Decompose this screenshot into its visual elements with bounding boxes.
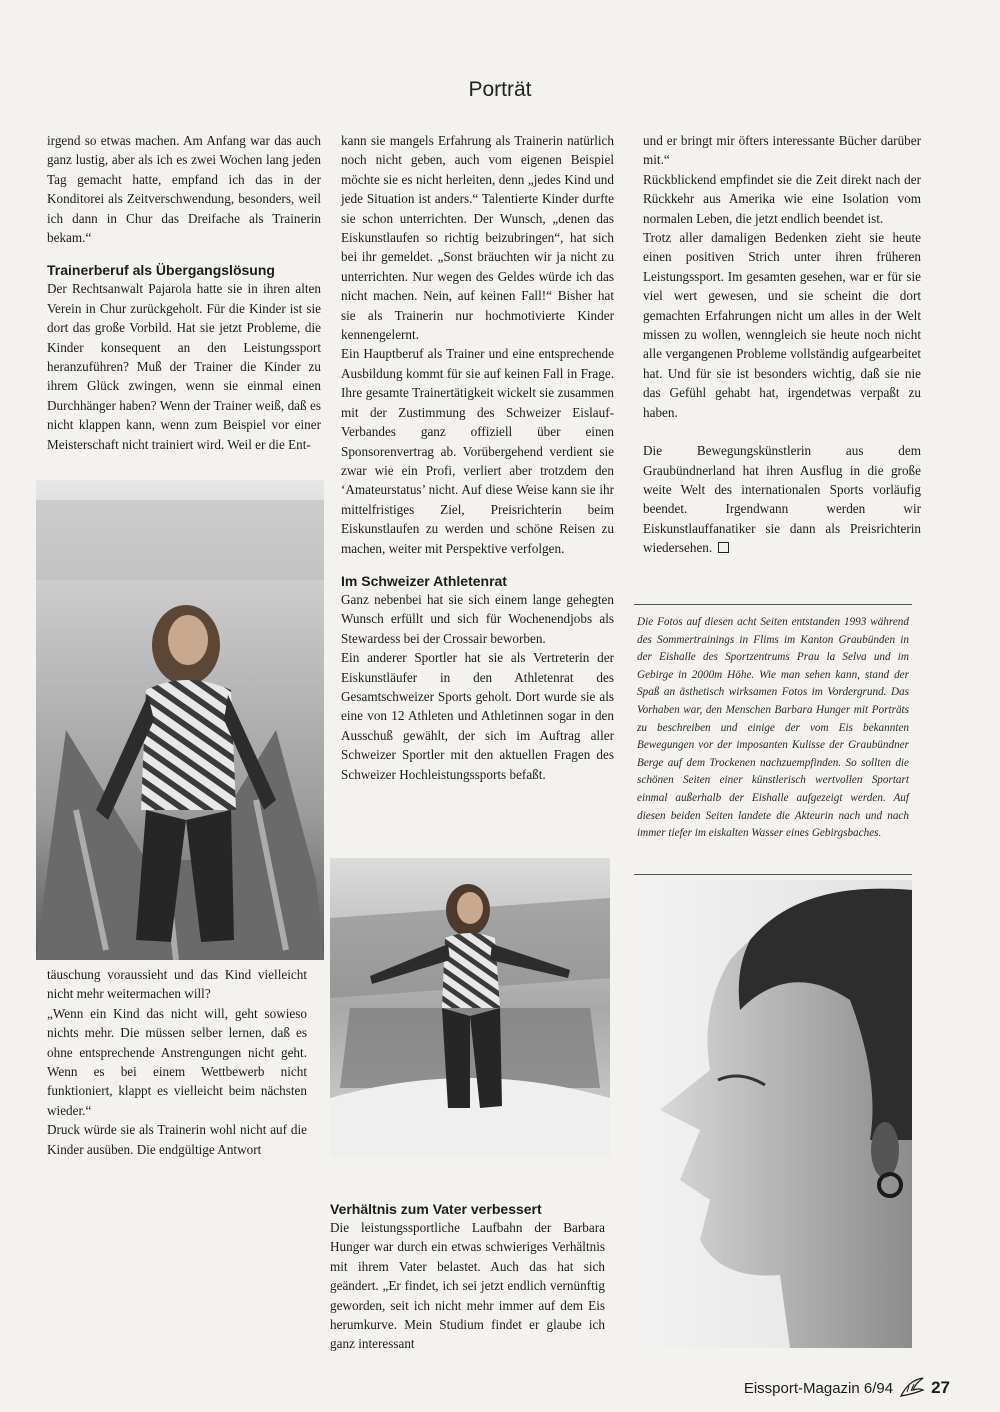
paragraph — [643, 441, 921, 557]
subheading: Verhältnis zum Vater verbessert — [330, 1201, 542, 1217]
column-1-top — [47, 131, 321, 454]
paragraph: Ein anderer Sportler hat sie als Vertreterin der Eiskunstläufer in den Athletenrat des Gesamtschweizer Sports geholt. Dort wurde sie als eine von 12 Athleten und Athletinnen sogar in den Ausschuß gewählt, der sich im Auftrag aller Schweizer Sportler mit den aktuellen Fragen des Schweizer Hochleistungssports befaßt. — [341, 650, 614, 782]
paragraph: Die leistungssportliche Laufbahn der Barbara Hunger war durch ein etwas schwieriges Verhältnis mit ihrem Vater belastet. Auch das hat sich geändert. „Er findet, ich sei jetzt endlich vernünftig geworden, seit ich nicht mehr immer auf dem Eis herumkurve. Mein Studium findet er glaube ich ganz interessant — [330, 1220, 605, 1352]
page-footer — [744, 1376, 950, 1400]
paragraph: kann sie mangels Erfahrung als Trainerin natürlich noch nicht geben, auch vom eigenen Beispiel möchte sie es nicht herleiten, denn „jedes Kind und jede Situation ist anders.“ Talentierte Kinder durfte sie schon unterrichten. Der Wunsch, „denen das Eiskunstlaufen so richtig beizubringen“, hat sich bei ihr gemeldet. „Sonst bräuchten wir ja nicht zu unterrichten. Nur wegen des Geldes würde ich das nicht machen. Nein, auf keinen Fall!“ Bisher hat sie als Trainerin nur hochmotivierte Kinder kennengelernt. — [341, 133, 614, 343]
column-2-bottom — [330, 1200, 605, 1354]
photo-woman-on-rock — [36, 480, 324, 960]
subheading: Im Schweizer Athletenrat — [341, 572, 507, 589]
paragraph: Ein Hauptberuf als Trainer und eine entsprechende Ausbildung kommt für sie auf keinen Fall in Frage. Ihre gesamte Trainertätigkeit wickelt sie zusammen mit der Zustimmung des Schweizer Eislauf-Verbandes ganz offiziell über einen Sponsorenvertrag ab. Vorübergehend verdient sie zwar wie ein Profi, verliert aber trotzdem den ‘Amateurstatus’ nicht. Auf diese Weise kann sie ihr mittelfristiges Ziel, Preisrichterin beim Eiskunstlaufen zu werden und schöne Reisen zu machen, weiter mit Perspektive verfolgen. — [341, 346, 614, 556]
paragraph: „Wenn ein Kind das nicht will, geht sowieso nichts mehr. Die müssen selber lernen, daß es ohne entsprechende Anstrengungen nicht geht. Wenn es bei einem Wettbewerb nicht funktioniert, klappt es vielleicht beim nächsten wieder.“ — [47, 1005, 307, 1118]
closing-paragraph: Die Bewegungskünstlerin aus dem Graubündnerland hat ihren Ausflug in die große weite Welt des internationalen Sports vorläufig beendet. Irgendwann werden wir Eiskunstlauffanatiker sie dann als Preisrichterin wiedersehen. — [643, 443, 921, 556]
caption-rule-top — [634, 604, 912, 605]
column-3 — [643, 131, 921, 558]
paragraph: Druck würde sie als Trainerin wohl nicht auf die Kinder ausüben. Die endgültige Antwort — [47, 1122, 307, 1157]
photo-caption: Die Fotos auf diesen acht Seiten entstanden 1993 während des Sommertrainings in Flims im Kanton Graubünden in der Eishalle des Sportzentrums Prau la Selva und im Gebirge in 2000m Höhe. Wie man sehen kann, stand der Spaß an ästhetisch wirksamen Fotos im Vordergrund. Das Vorhaben war, den Menschen Barbara Hunger mit Porträts zu beschreiben und einige der vom Eis bekannten Bewegungen vor der imposanten Kulisse der Graubündner Berge auf dem Trockenen nachzuempfinden. So sollten die schönen Seiten einer künstlerisch wertvollen Sportart einmal außerhalb der Eishalle aufgezeigt werden. Auf diesen beiden Seiten landete die Akteurin nach und nach immer tiefer im eiskalten Wasser eines Gebirgsbaches. — [637, 616, 909, 840]
paragraph: und er bringt mir öfters interessante Bücher darüber mit.“ — [643, 133, 921, 168]
subheading: Trainerberuf als Übergangslösung — [47, 262, 275, 279]
paragraph: Rückblickend empfindet sie die Zeit direkt nach der Rückkehr aus Amerika wie eine Isolation vom normalen Leben, die jetzt endlich beendet ist. — [643, 171, 921, 226]
end-of-article-icon — [718, 542, 729, 553]
magazine-issue: Eissport-Magazin 6/94 — [743, 1379, 894, 1397]
column-2-top — [341, 131, 614, 784]
paragraph: Der Rechtsanwalt Pajarola hatte sie in ihren alten Verein in Chur zurückgeholt. Für die Kinder ist sie dort das große Vorbild. Hat sie jetzt Probleme, die Kinder konsequent an den Leistungssport heranzuführen? Muß der Trainer die Kinder zu ihrem Glück zwingen, wenn sie einmal einen Durchhänger haben? Wenn der Trainer weiß, daß es nicht klappen kann, wenn zum Beispiel vor einer Meisterschaft nicht trainiert wird. Weil er die Ent- — [47, 281, 321, 452]
paragraph: irgend so etwas machen. Am Anfang war das auch ganz lustig, aber als ich es zwei Wochen lang jeden Tag gemacht hatte, empfand ich das in der Konditorei als Zeitverschwendung, besonders, weil ich dann in Chur das Dreifache als Trainerin bekam.“ — [47, 133, 321, 246]
paragraph: täuschung voraussieht und das Kind vielleicht nicht mehr weitermachen will? — [47, 967, 307, 1002]
photo-profile-portrait — [640, 880, 912, 1348]
photo-woman-arms-outstretched — [330, 858, 610, 1158]
page-title: Porträt — [468, 78, 532, 101]
paragraph: Trotz aller damaligen Bedenken zieht sie heute einen positiven Strich unter ihren früheren Leistungssport. Im gesamten gesehen, war er für sie viel wert gewesen, und sie scheint die dort gemachten Erfahrungen nicht um alles in der Welt missen zu wollen, wenngleich sie heute noch nicht alle vergangenen Probleme vollständig aufgearbeitet hat. Und für sie ist besonders wichtig, daß sie nie das Gefühl gehabt hat, irgendetwas verpaßt zu haben. — [643, 230, 921, 420]
paragraph: Ganz nebenbei hat sie sich einem lange gehegten Wunsch erfüllt und sich für Wochenendjobs als Stewardess bei der Crossair beworben. — [341, 591, 614, 646]
page-number: 27 — [931, 1378, 950, 1397]
bird-logo-icon — [899, 1376, 925, 1400]
column-1-bottom — [47, 965, 307, 1159]
caption-rule-bottom — [634, 874, 912, 875]
photo-caption-box — [637, 614, 909, 843]
